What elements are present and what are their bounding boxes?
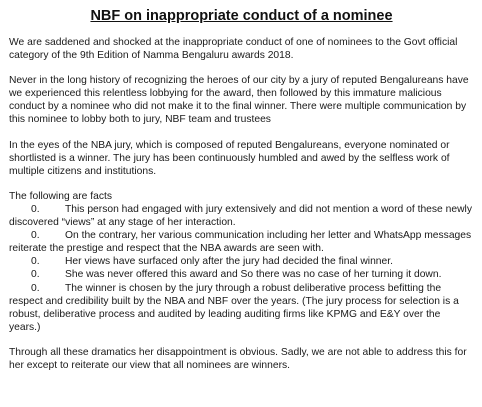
fact-number: 0. bbox=[31, 256, 40, 268]
fact-text: This person had engaged with jury extensively and did not mention a word of these newly discovered “views” at any stage of her interaction. bbox=[9, 203, 472, 229]
document-title: NBF on inappropriate conduct of a nominee bbox=[90, 8, 393, 24]
paragraph-history: Never in the long history of recognizing the heroes of our city by a jury of reputed Bengalureans have we experienced this relentless lobbying for the award, then followed by this immature malicious conduct by a nominee who did not make it to the final winner. There were multiple communication by this nominee to lobby both to jury, NBF team and trustees bbox=[9, 75, 469, 126]
fact-number: 0. bbox=[31, 282, 40, 294]
fact-item bbox=[9, 203, 474, 229]
fact-item bbox=[9, 282, 474, 334]
paragraph-intro: We are saddened and shocked at the inappropriate conduct of one of nominees to the Govt official category of the 9th Edition of Namma Bengaluru awards 2018. bbox=[9, 37, 458, 62]
paragraph-closing: Through all these dramatics her disappointment is obvious. Sadly, we are not able to address this for her except to reiterate our view that all nominees are winners. bbox=[9, 346, 467, 371]
fact-text: She was never offered this award and So there was no case of her turning it down. bbox=[65, 269, 442, 281]
fact-item bbox=[9, 229, 474, 255]
fact-item bbox=[9, 268, 474, 281]
fact-number: 0. bbox=[31, 230, 40, 242]
fact-number: 0. bbox=[31, 269, 40, 281]
fact-text: On the contrary, her various communication including her letter and WhatsApp messages reiterate the prestige and respect that the NBA awards are seen with. bbox=[9, 230, 472, 255]
fact-number: 0. bbox=[31, 203, 40, 215]
fact-text: The winner is chosen by the jury through a robust deliberative process befitting the respect and credibility built by the NBA and NBF over the years. (The jury process for selection is a robust, deliberative process and audited by leading auditing firms like KPMG and E&Y over the years.) bbox=[9, 282, 459, 333]
paragraph-jury-view: In the eyes of the NBA jury, which is composed of reputed Bengalureans, everyone nominated or shortlisted is a winner. The jury has been continuously humbled and awed by the selfless work of multiple citizens and institutions. bbox=[9, 139, 450, 177]
facts-heading: The following are facts bbox=[9, 190, 113, 202]
fact-text: Her views have surfaced only after the jury had decided the final winner. bbox=[65, 256, 393, 268]
document-page bbox=[0, 7, 482, 407]
fact-item bbox=[9, 255, 474, 268]
